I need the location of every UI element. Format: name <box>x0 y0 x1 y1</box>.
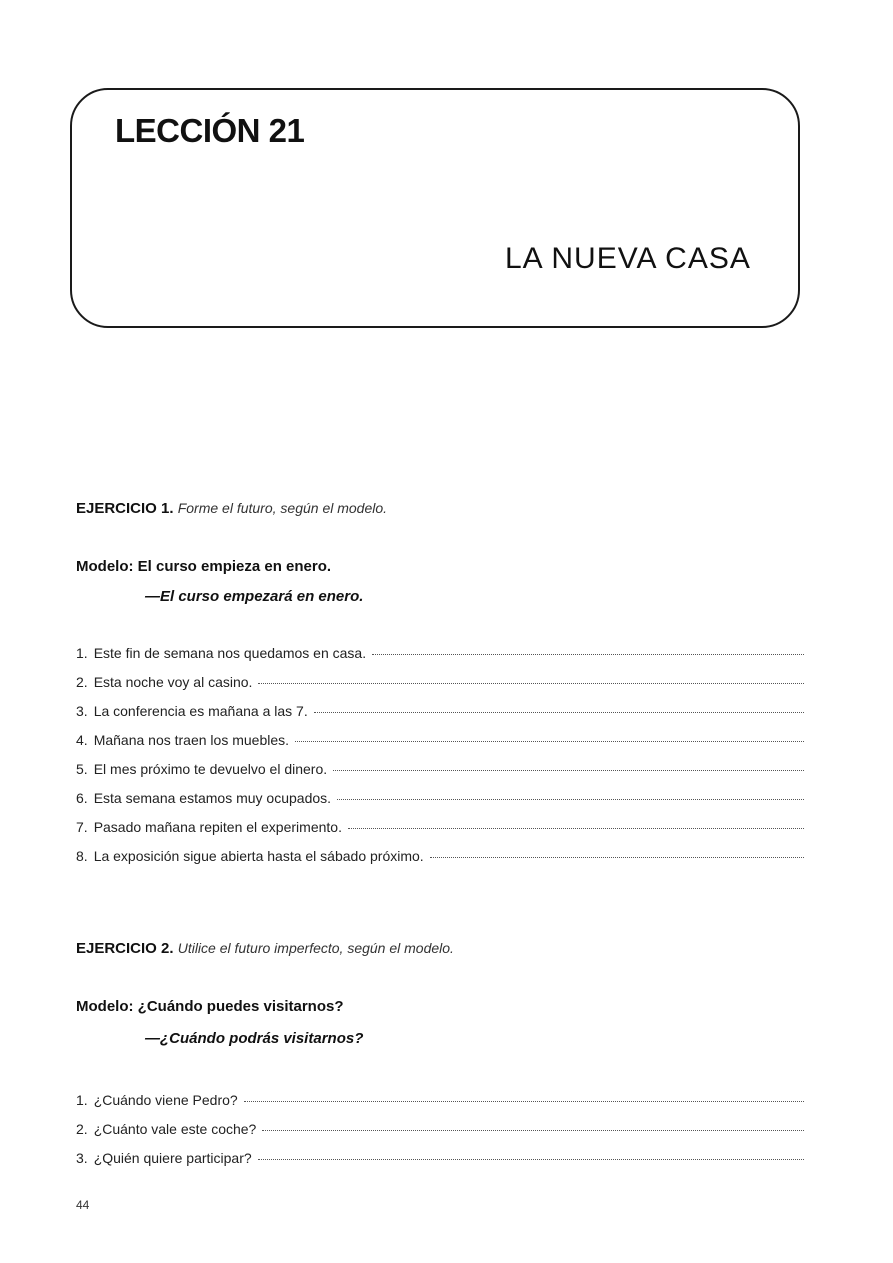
item-text: ¿Quién quiere participar? <box>93 1150 252 1166</box>
item-number: 2. <box>76 674 88 690</box>
item-number: 7. <box>76 819 88 835</box>
exercise-1-model-prompt: Modelo: El curso empieza en enero. <box>76 558 332 575</box>
item-text: ¿Cuánto vale este coche? <box>93 1121 257 1137</box>
exercise-2-heading <box>76 940 454 957</box>
exercise-1-model-answer: —El curso empezará en enero. <box>145 588 364 605</box>
item-text: Mañana nos traen los muebles. <box>93 732 290 748</box>
item-number: 6. <box>76 790 88 806</box>
exercise-item[interactable] <box>76 1150 804 1179</box>
item-text: La conferencia es mañana a las 7. <box>93 703 308 719</box>
exercise-item[interactable] <box>76 790 804 819</box>
exercise-item[interactable] <box>76 732 804 761</box>
exercise-2-label: EJERCICIO 2. <box>76 940 174 957</box>
exercise-item[interactable] <box>76 703 804 732</box>
item-number: 3. <box>76 703 88 719</box>
exercise-item[interactable] <box>76 645 804 674</box>
lesson-title: LECCIÓN 21 <box>115 112 305 149</box>
answer-line[interactable] <box>262 1129 804 1131</box>
exercise-item[interactable] <box>76 1092 804 1121</box>
item-text: Pasado mañana repiten el experimento. <box>93 819 342 835</box>
exercise-2-model-prompt: Modelo: ¿Cuándo puedes visitarnos? <box>76 998 344 1015</box>
item-text: La exposición sigue abierta hasta el sábado próximo. <box>93 848 424 864</box>
item-number: 2. <box>76 1121 88 1137</box>
item-text: El mes próximo te devuelvo el dinero. <box>93 761 328 777</box>
answer-line[interactable] <box>348 827 804 829</box>
item-text: Esta semana estamos muy ocupados. <box>93 790 332 806</box>
exercise-1-label: EJERCICIO 1. <box>76 500 174 517</box>
exercise-item[interactable] <box>76 1121 804 1150</box>
item-text: ¿Cuándo viene Pedro? <box>93 1092 238 1108</box>
answer-line[interactable] <box>337 798 804 800</box>
exercise-2-instruction: Utilice el futuro imperfecto, según el modelo. <box>177 940 454 956</box>
item-number: 5. <box>76 761 88 777</box>
answer-line[interactable] <box>258 682 804 684</box>
exercise-item[interactable] <box>76 761 804 790</box>
answer-line[interactable] <box>314 711 804 713</box>
page-number: 44 <box>76 1198 90 1212</box>
exercise-1-list <box>76 645 804 877</box>
lesson-subtitle: LA NUEVA CASA <box>505 242 751 275</box>
exercise-item[interactable] <box>76 674 804 703</box>
exercise-item[interactable] <box>76 819 804 848</box>
answer-line[interactable] <box>430 856 804 858</box>
item-text: Este fin de semana nos quedamos en casa. <box>93 645 367 661</box>
answer-line[interactable] <box>333 769 804 771</box>
item-number: 1. <box>76 1092 88 1108</box>
exercise-item[interactable] <box>76 848 804 877</box>
answer-line[interactable] <box>295 740 804 742</box>
item-number: 4. <box>76 732 88 748</box>
exercise-2-list <box>76 1092 804 1179</box>
item-number: 1. <box>76 645 88 661</box>
exercise-1-heading <box>76 500 387 517</box>
answer-line[interactable] <box>372 653 804 655</box>
exercise-2-model-answer: —¿Cuándo podrás visitarnos? <box>145 1030 364 1047</box>
item-number: 8. <box>76 848 88 864</box>
item-number: 3. <box>76 1150 88 1166</box>
answer-line[interactable] <box>244 1100 804 1102</box>
answer-line[interactable] <box>258 1158 804 1160</box>
exercise-1-instruction: Forme el futuro, según el modelo. <box>177 500 388 516</box>
item-text: Esta noche voy al casino. <box>93 674 253 690</box>
